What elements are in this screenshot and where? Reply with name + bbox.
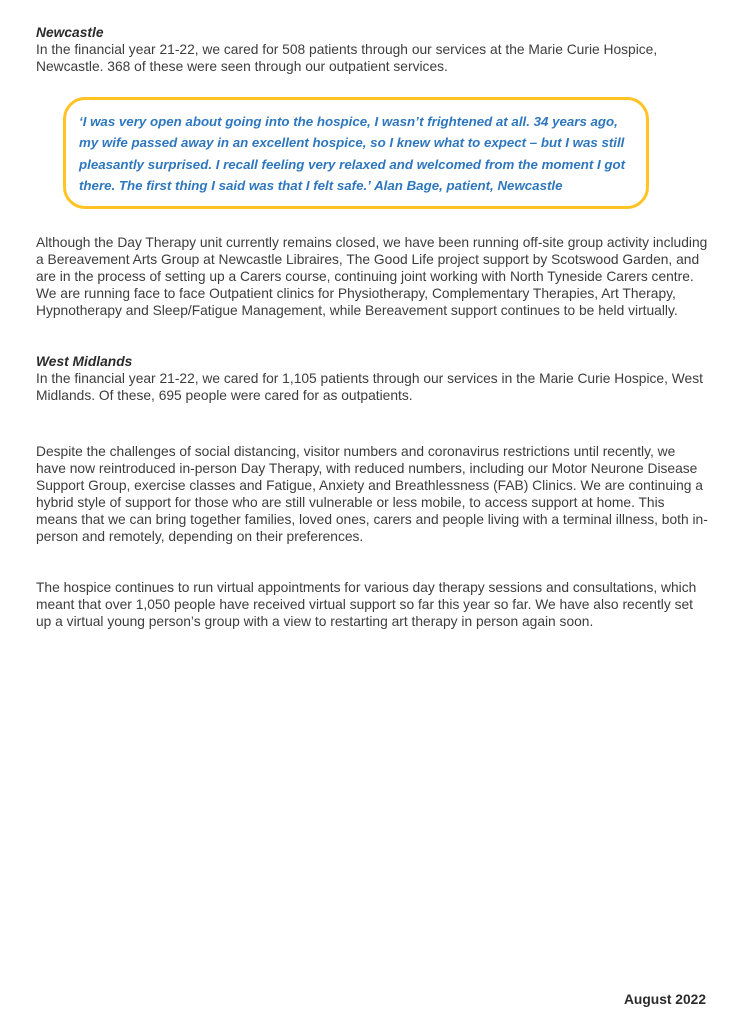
page-footer-date: August 2022 (623, 992, 706, 1007)
blank-line (36, 562, 709, 579)
section-heading-newcastle: Newcastle (36, 25, 104, 40)
west-midlands-virtual-paragraph: The hospice continues to run virtual appointments for various day therapy sessions and consultations, which meant that over 1,050 people have received virtual support so far this year so far. We have also recently set up a virtual young person’s group with a view to restarting art therapy in person again soon. (36, 580, 697, 630)
blank-line (36, 426, 709, 443)
patient-quote-callout (63, 97, 649, 209)
patient-quote-text: ‘I was very open about going into the hospice, I wasn’t frightened at all. 34 years ago, my wife passed away in an excellent hospice, so I knew what to expect – but I was still pleasantly surprised. I recall feeling very relaxed and welcomed from the moment I got there. The first thing I said was that I felt safe.’ (79, 114, 626, 193)
blank-line (36, 336, 709, 353)
patient-quote (79, 111, 628, 196)
west-midlands-intro-paragraph: In the financial year 21-22, we cared for 1,105 patients through our services in the Marie Curie Hospice, West Midlands. Of these, 695 people were cared for as outpatients. (36, 371, 703, 404)
west-midlands-day-therapy-paragraph: Despite the challenges of social distancing, visitor numbers and coronavirus restrictions until recently, we have now reintroduced in-person Day Therapy, with reduced numbers, including our Motor Neurone Disease Support Group, exercise classes and Fatigue, Anxiety and Breathlessness (FAB) Clinics. We are continuing a hybrid style of support for those who are still vulnerable or less mobile, to access support at home. This means that we can bring together families, loved ones, carers and people living with a terminal illness, both in-person and remotely, depending on their preferences. (36, 444, 708, 545)
patient-quote-attribution: Alan Bage, patient, Newcastle (374, 177, 563, 193)
newcastle-intro-paragraph: In the financial year 21-22, we cared for 508 patients through our services at the Marie Curie Hospice, Newcastle. 368 of these were seen through our outpatient services. (36, 42, 658, 74)
newcastle-services-paragraph: Although the Day Therapy unit currently remains closed, we have been running off-site group activity including a Bereavement Arts Group at Newcastle Libraires, The Good Life project support by Scotswood Garden, and are in the process of setting up a Carers course, continuing joint working with North Tyneside Carers centre. We are running face to face Outpatient clinics for Physiotherapy, Complementary Therapies, Art Therapy, Hypnotherapy and Sleep/Fatigue Management, while Bereavement support continues to be held virtually. (36, 235, 708, 319)
section-heading-west-midlands: West Midlands (36, 354, 133, 370)
